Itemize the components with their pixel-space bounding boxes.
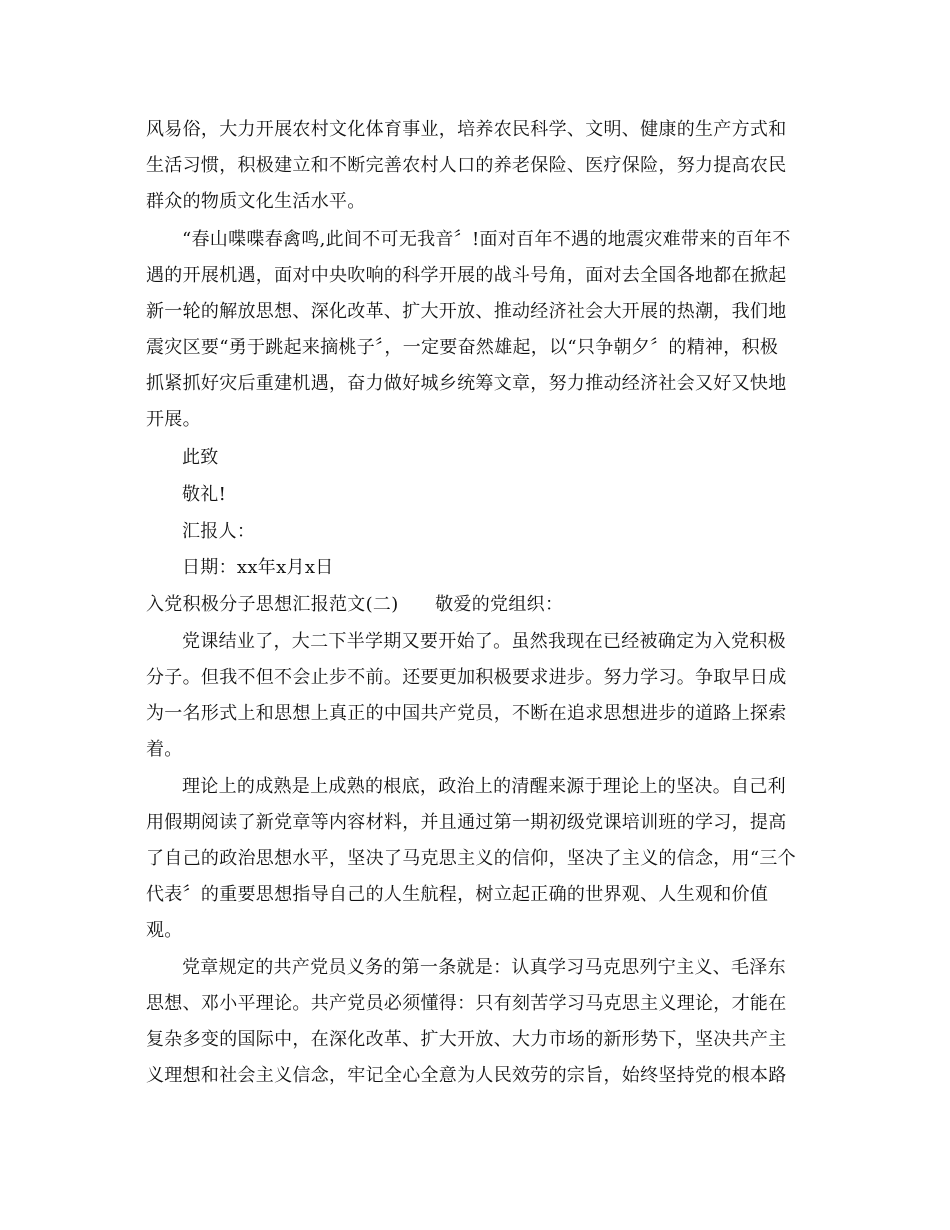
date-line: 日期：xx年x月x日 <box>182 557 334 578</box>
text-line: 抓紧抓好灾后重建机遇，奋力做好城乡统筹文章，努力推动经济社会又好又快地 <box>146 373 787 394</box>
text-line: 分子。但我不但不会止步不前。还要更加积极要求进步。努力学习。争取早日成 <box>146 667 787 688</box>
text-line: 群众的物质文化生活水平。 <box>146 191 366 212</box>
text-line: 开展。 <box>146 409 201 430</box>
text-line: 生活习惯，积极建立和不断完善农村人口的养老保险、医疗保险，努力提高农民 <box>146 155 787 176</box>
text-line: 新一轮的解放思想、深化改革、扩大开放、推动经济社会大开展的热潮，我们地 <box>146 301 787 322</box>
text-line: 思想、邓小平理论。共产党员必须懂得：只有刻苦学习马克思主义理论，才能在 <box>146 993 787 1014</box>
text-line: 遇的开展机遇，面对中央吹响的科学开展的战斗号角，面对去全国各地都在掀起 <box>146 265 787 286</box>
text-line: 党章规定的共产党员义务的第一条就是：认真学习马克思列宁主义、毛泽东 <box>182 957 786 978</box>
text-line: 复杂多变的国际中，在深化改革、扩大开放、大力市场的新形势下，坚决共产主 <box>146 1029 787 1050</box>
text-line: 着。 <box>146 739 183 760</box>
text-line: “春山喋喋春禽鸣,此间不可无我音〞!面对百年不遇的地震灾难带来的百年不 <box>182 229 791 250</box>
text-line: 义理想和社会主义信念，牢记全心全意为人民效劳的宗旨，始终坚持党的根本路 <box>146 1065 787 1086</box>
text-line: 党课结业了，大二下半学期又要开始了。虽然我现在已经被确定为入党积极 <box>182 631 786 652</box>
reporter-label: 汇报人： <box>182 521 256 542</box>
closing-regards: 敬礼! <box>182 484 227 505</box>
text-line: 理论上的成熟是上成熟的根底，政治上的清醒来源于理论上的坚决。自己利 <box>182 776 786 797</box>
text-line: 震灾区要“勇于跳起来摘桃子〞，一定要奋然雄起，以“只争朝夕〞的精神，积极 <box>146 337 779 358</box>
closing-salutation: 此致 <box>182 447 219 468</box>
text-line: 观。 <box>146 920 183 941</box>
text-line: 代表〞的重要思想指导自己的人生航程，树立起正确的世界观、人生观和价值 <box>146 884 769 905</box>
text-line: 风易俗，大力开展农村文化体育事业，培养农民科学、文明、健康的生产方式和 <box>146 119 787 140</box>
text-line: 为一名形式上和思想上真正的中国共产党员，不断在追求思想进步的道路上探索 <box>146 703 787 724</box>
text-line: 用假期阅读了新党章等内容材料，并且通过第一期初级党课培训班的学习，提高 <box>146 812 787 833</box>
text-line: 了自己的政治思想水平，坚决了马克思主义的信仰，坚决了主义的信念，用“三个 <box>146 848 796 869</box>
section-heading: 入党积极分子思想汇报范文(二) 敬爱的党组织： <box>146 594 564 615</box>
